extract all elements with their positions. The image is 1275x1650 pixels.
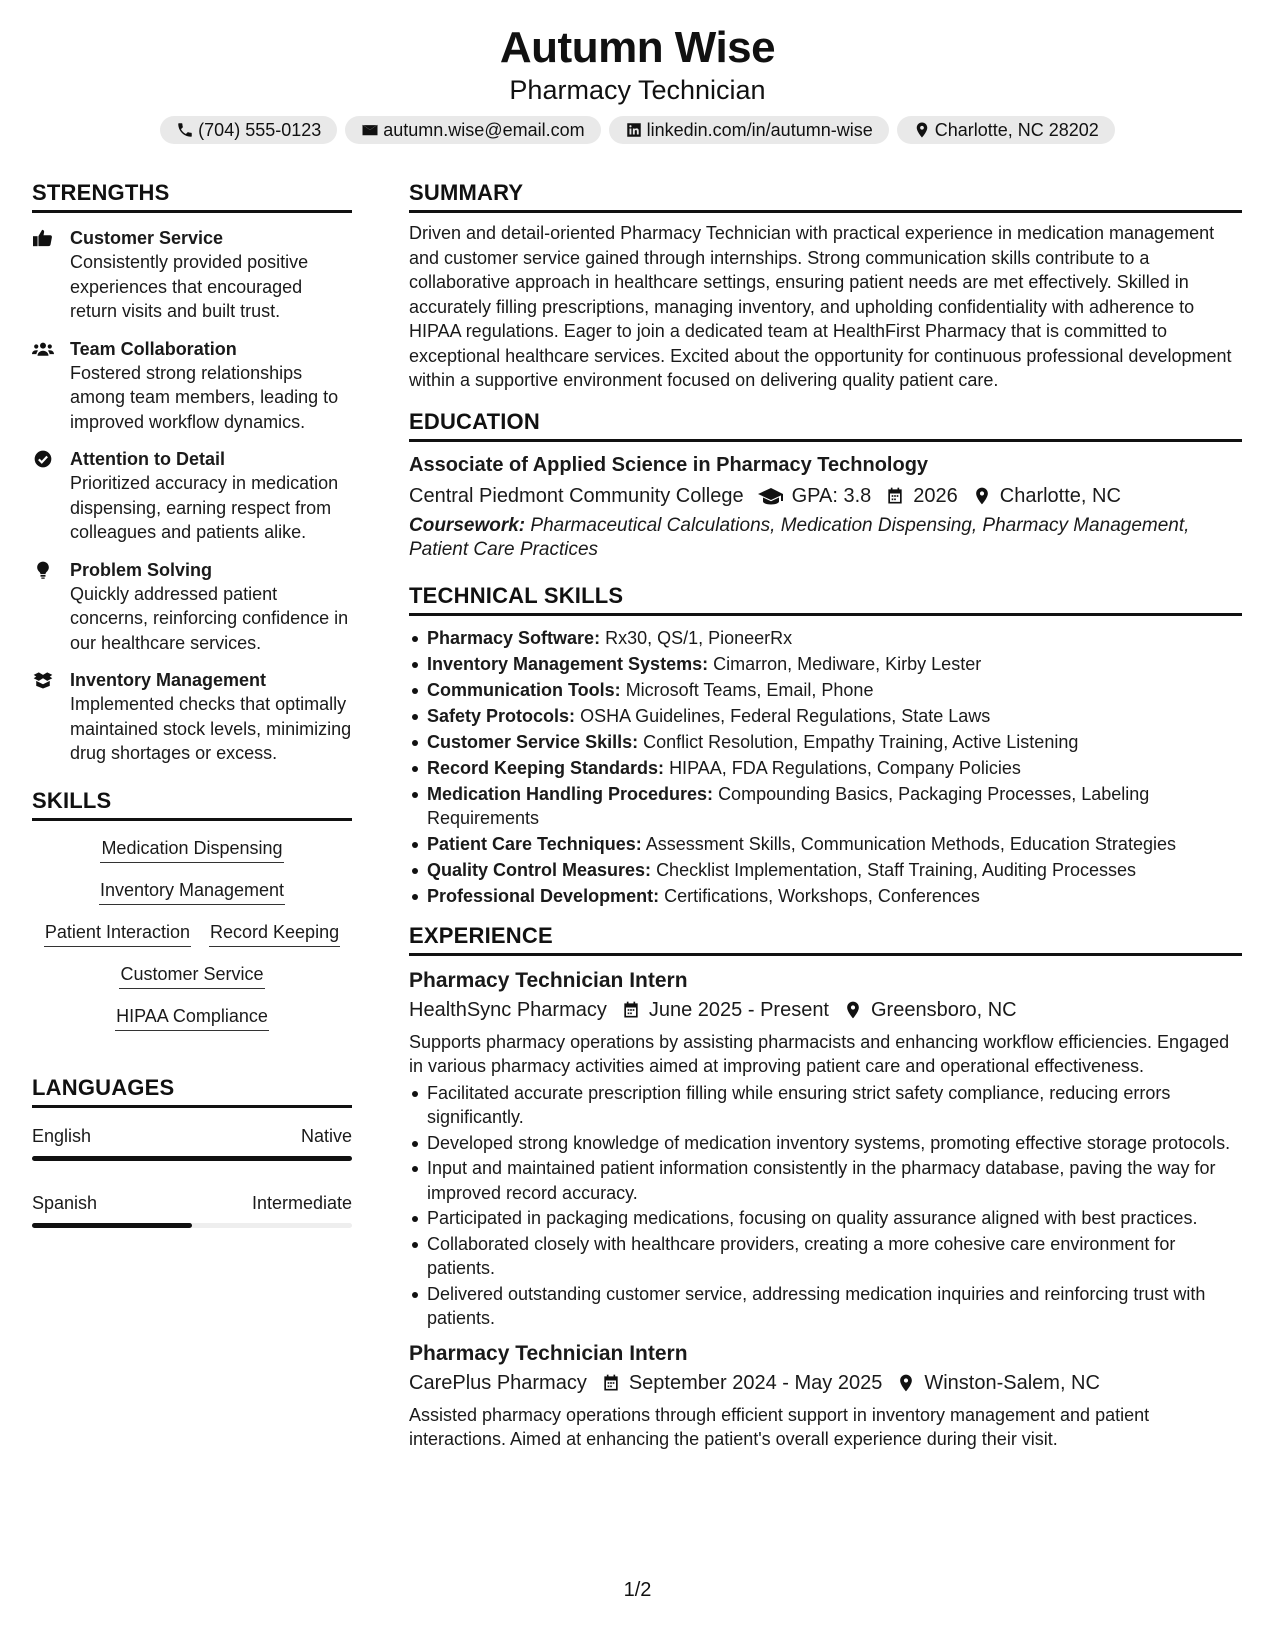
list-item [409, 832, 1242, 857]
skill-value: Conflict Resolution, Empathy Training, Active Listening [643, 731, 1079, 752]
strength-desc: Fostered strong relationships among team members, leading to improved workflow dynamics. [70, 362, 339, 432]
skill-label: Communication Tools: [427, 679, 621, 700]
skill-label: Medication Handling Procedures: [427, 783, 714, 804]
strength-desc: Consistently provided positive experiences that encouraged return visits and built trust. [70, 252, 309, 321]
strength-item [32, 558, 352, 656]
job-summary: Supports pharmacy operations by assisting pharmacists and enhancing workflow efficiencies. Engaged in various pharmacy activities aimed at improving patient care and operational effectiveness. [409, 1031, 1230, 1076]
right-column [409, 178, 1242, 1452]
list-item [409, 884, 1242, 909]
contact-linkedin-text: linkedin.com/in/autumn-wise [646, 120, 873, 140]
users-icon [32, 339, 54, 359]
strength-desc: Quickly addressed patient concerns, reinforcing confidence in our healthcare services. [70, 583, 349, 653]
list-item [409, 730, 1242, 755]
contact-email-text: autumn.wise@email.com [383, 120, 585, 140]
strength-title: Inventory Management [70, 670, 267, 690]
list-item [409, 626, 1242, 651]
skill-value: Cimarron, Mediware, Kirby Lester [713, 653, 982, 674]
page-number: 1/2 [623, 1579, 652, 1601]
contact-phone-text: (704) 555-0123 [198, 120, 322, 140]
check-circle-icon [32, 449, 54, 469]
language-item [32, 1124, 352, 1161]
contact-phone[interactable] [160, 116, 337, 144]
job-bullets [409, 1081, 1242, 1331]
list-item [409, 782, 1242, 831]
job-meta [409, 996, 1242, 1024]
graduation-cap-icon [758, 486, 784, 506]
contact-email[interactable] [345, 116, 600, 144]
degree-title: Associate of Applied Science in Pharmacy Technology [409, 453, 929, 476]
education-heading: EDUCATION [409, 407, 1242, 442]
contact-bar [0, 116, 1275, 144]
skill-value: Rx30, QS/1, PioneerRx [605, 627, 793, 648]
skill-tag: Record Keeping [209, 919, 340, 947]
job-entry [409, 1341, 1242, 1452]
calendar-icon [885, 486, 905, 506]
strength-title: Attention to Detail [70, 449, 225, 469]
job-title: Pharmacy Technician Intern [409, 1341, 688, 1365]
job-title: Pharmacy Technician Intern [409, 968, 688, 992]
location-pin-icon [843, 1000, 863, 1020]
skill-tag: Inventory Management [99, 877, 285, 905]
skill-label: Professional Development: [427, 886, 660, 906]
list-item [409, 756, 1242, 781]
skills-list [32, 835, 352, 1031]
job-location: Winston-Salem, NC [924, 1371, 1100, 1394]
list-item: Developed strong knowledge of medication inventory systems, promoting effective storage protocols. [409, 1131, 1242, 1156]
skill-value: Microsoft Teams, Email, Phone [625, 679, 874, 700]
language-name: English [32, 1125, 92, 1146]
skill-value: OSHA Guidelines, Federal Regulations, State Laws [580, 705, 991, 726]
list-item: Collaborated closely with healthcare providers, creating a more cohesive care environment for patients. [409, 1232, 1242, 1281]
graduation-year: 2026 [913, 484, 958, 507]
skill-value: HIPAA, FDA Regulations, Company Policies [669, 757, 1021, 778]
resume-header [0, 22, 1275, 144]
left-column [32, 178, 352, 1228]
language-proficiency-bar [32, 1156, 352, 1161]
thumbs-up-icon [32, 228, 54, 248]
summary-heading: SUMMARY [409, 178, 1242, 213]
strength-title: Customer Service [70, 228, 224, 248]
candidate-name: Autumn Wise [499, 23, 776, 72]
contact-location-text: Charlotte, NC 28202 [934, 120, 1099, 140]
location-pin-icon [972, 486, 992, 506]
skill-tag: Patient Interaction [44, 919, 191, 947]
language-proficiency-fill [32, 1156, 352, 1161]
skill-label: Record Keeping Standards: [427, 757, 665, 778]
summary-text: Driven and detail-oriented Pharmacy Technician with practical experience in medication management and customer service gained through internships. Strong communication skills contribute to a collaborative approach in healthcare settings, ensuring patient needs are met effectively. Skilled in accurately filling prescriptions, managing inventory, and upholding confidentiality with adherence to HIPAA regulations. Eager to join a dedicated team at HealthFirst Pharmacy that is committed to exceptional healthcare services. Excited about the opportunity for continuous professional development within a supportive environment focused on delivering quality patient care. [409, 223, 1232, 390]
school-name: Central Piedmont Community College [409, 484, 744, 507]
strength-desc: Implemented checks that optimally maintained stock levels, minimizing drug shortages or excess. [70, 694, 352, 763]
skill-tag: HIPAA Compliance [115, 1003, 269, 1031]
strength-title: Team Collaboration [70, 338, 237, 359]
skill-tag: Customer Service [119, 961, 264, 989]
skills-heading: SKILLS [32, 786, 352, 821]
skill-value: Certifications, Workshops, Conferences [664, 886, 980, 906]
coursework-text: Pharmaceutical Calculations, Medication Dispensing, Pharmacy Management, Patient Care Practices [409, 514, 1190, 560]
boxes-icon [32, 670, 54, 690]
strength-title: Problem Solving [70, 559, 213, 580]
skill-label: Patient Care Techniques: [427, 834, 642, 854]
location-pin-icon [913, 121, 931, 139]
list-item [409, 652, 1242, 677]
strengths-heading: STRENGTHS [32, 178, 352, 213]
calendar-icon [601, 1373, 621, 1393]
technical-skills-list [409, 626, 1242, 909]
skill-label: Safety Protocols: [427, 705, 576, 726]
language-proficiency-bar [32, 1223, 352, 1228]
skill-label: Quality Control Measures: [427, 860, 652, 880]
job-dates: September 2024 - May 2025 [628, 1371, 883, 1394]
location-pin-icon [896, 1373, 916, 1393]
job-meta [409, 1369, 1242, 1397]
list-item: Input and maintained patient information consistently in the pharmacy database, paving the way for improved record accuracy. [409, 1156, 1242, 1205]
language-level: Intermediate [251, 1192, 352, 1213]
gpa-text: GPA: 3.8 [791, 484, 872, 507]
candidate-role: Pharmacy Technician [509, 75, 766, 105]
strength-item [32, 226, 352, 324]
strength-item [32, 447, 352, 545]
linkedin-icon [625, 121, 643, 139]
education-meta [409, 482, 1242, 510]
list-item [409, 858, 1242, 883]
job-location: Greensboro, NC [871, 998, 1017, 1021]
lightbulb-icon [32, 560, 54, 580]
list-item [409, 704, 1242, 729]
contact-linkedin[interactable] [609, 116, 889, 144]
language-name: Spanish [32, 1192, 98, 1213]
skill-label: Customer Service Skills: [427, 731, 639, 752]
skill-value: Compounding Basics, Packaging Processes, Labeling Requirements [427, 783, 1150, 828]
coursework [409, 514, 1242, 563]
strength-desc: Prioritized accuracy in medication dispensing, earning respect from colleagues and patients alike. [70, 473, 339, 542]
coursework-label: Coursework: [409, 514, 526, 536]
skill-label: Pharmacy Software: [427, 627, 601, 648]
skill-value: Assessment Skills, Communication Methods, Education Strategies [645, 834, 1176, 854]
contact-location [897, 116, 1115, 144]
language-level: Native [300, 1125, 352, 1146]
experience-heading: EXPERIENCE [409, 921, 1242, 956]
skill-label: Inventory Management Systems: [427, 653, 709, 674]
strength-item [32, 337, 352, 435]
list-item: Facilitated accurate prescription filling while ensuring strict safety compliance, reducing errors significantly. [409, 1081, 1242, 1130]
envelope-icon [361, 121, 379, 139]
list-item [409, 678, 1242, 703]
job-dates: June 2025 - Present [648, 998, 829, 1021]
list-item: Delivered outstanding customer service, addressing medication inquiries and reinforcing trust with patients. [409, 1282, 1242, 1331]
calendar-icon [621, 1000, 641, 1020]
job-summary: Assisted pharmacy operations through efficient support in inventory management and patient interactions. Aimed at enhancing the patient's overall experience during their visit. [409, 1404, 1150, 1449]
skill-value: Checklist Implementation, Staff Training, Auditing Processes [656, 860, 1136, 880]
list-item: Participated in packaging medications, focusing on quality assurance aligned with best practices. [409, 1206, 1242, 1231]
languages-heading: LANGUAGES [32, 1073, 352, 1108]
skill-tag: Medication Dispensing [100, 835, 283, 863]
strength-item [32, 668, 352, 766]
job-entry [409, 968, 1242, 1331]
technical-skills-heading: TECHNICAL SKILLS [409, 581, 1242, 616]
school-location: Charlotte, NC [999, 484, 1121, 507]
company-name: HealthSync Pharmacy [409, 998, 607, 1021]
language-item [32, 1191, 352, 1228]
company-name: CarePlus Pharmacy [409, 1371, 587, 1394]
language-proficiency-fill [32, 1223, 192, 1228]
phone-icon [176, 121, 194, 139]
